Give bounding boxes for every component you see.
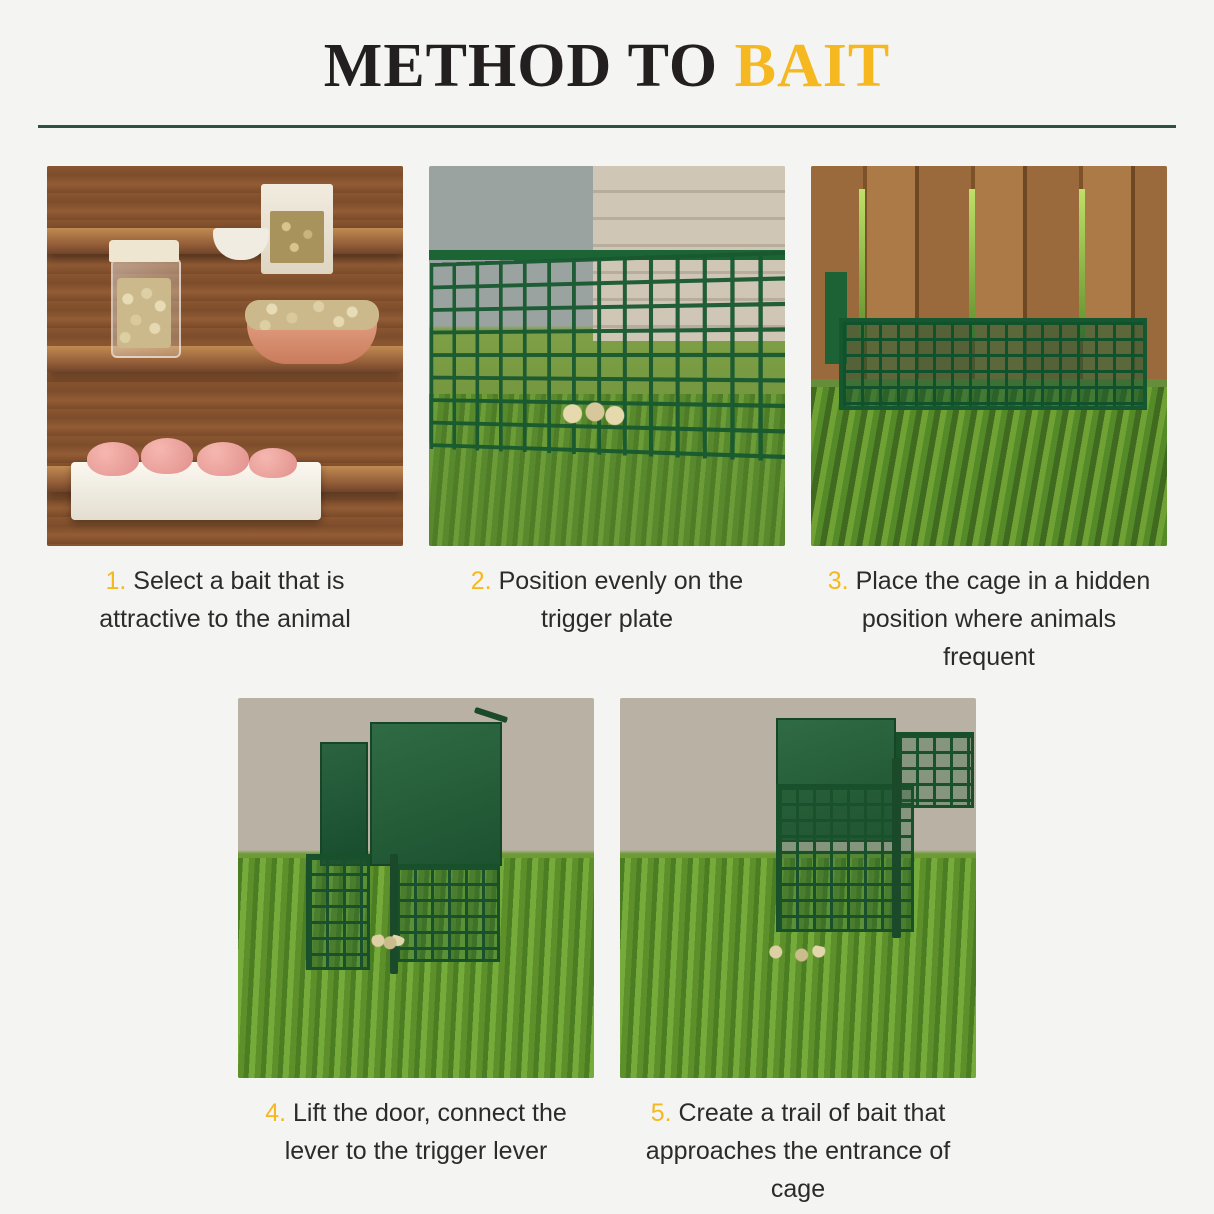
step-caption-5 <box>628 1094 968 1208</box>
step-caption-4 <box>246 1094 586 1170</box>
step-caption-1 <box>55 562 395 638</box>
page-title-main: METHOD TO <box>323 32 735 100</box>
step-text-2: Position evenly on the trigger plate <box>498 567 744 634</box>
step-number-2: 2. <box>470 567 492 596</box>
step-caption-2 <box>437 562 777 638</box>
step-card-5 <box>620 698 976 1208</box>
page-title-accent: BAIT <box>734 32 891 100</box>
bait-on-wooden-shelves-photo <box>47 166 403 546</box>
step-number-3: 3. <box>827 567 849 596</box>
step-text-4: Lift the door, connect the lever to the trigger lever <box>284 1099 567 1166</box>
title-divider <box>38 125 1176 128</box>
step-text-1: Select a bait that is attractive to the animal <box>99 567 351 634</box>
steps-row-top <box>0 166 1214 676</box>
lift-door-connect-lever-photo <box>238 698 594 1078</box>
step-text-5: Create a trail of bait that approaches the entrance of cage <box>645 1099 951 1204</box>
cage-trigger-plate-photo <box>429 166 785 546</box>
steps-row-bottom <box>0 698 1214 1208</box>
step-card-2 <box>429 166 785 676</box>
cage-hidden-by-fence-photo <box>811 166 1167 546</box>
step-caption-3 <box>819 562 1159 676</box>
step-text-3: Place the cage in a hidden position where animals frequent <box>855 567 1151 672</box>
bait-trail-entrance-photo <box>620 698 976 1078</box>
step-card-1 <box>47 166 403 676</box>
page-title <box>0 0 1214 99</box>
step-number-1: 1. <box>105 567 127 596</box>
step-number-5: 5. <box>650 1099 672 1128</box>
step-card-4 <box>238 698 594 1208</box>
step-card-3 <box>811 166 1167 676</box>
step-number-4: 4. <box>265 1099 287 1128</box>
